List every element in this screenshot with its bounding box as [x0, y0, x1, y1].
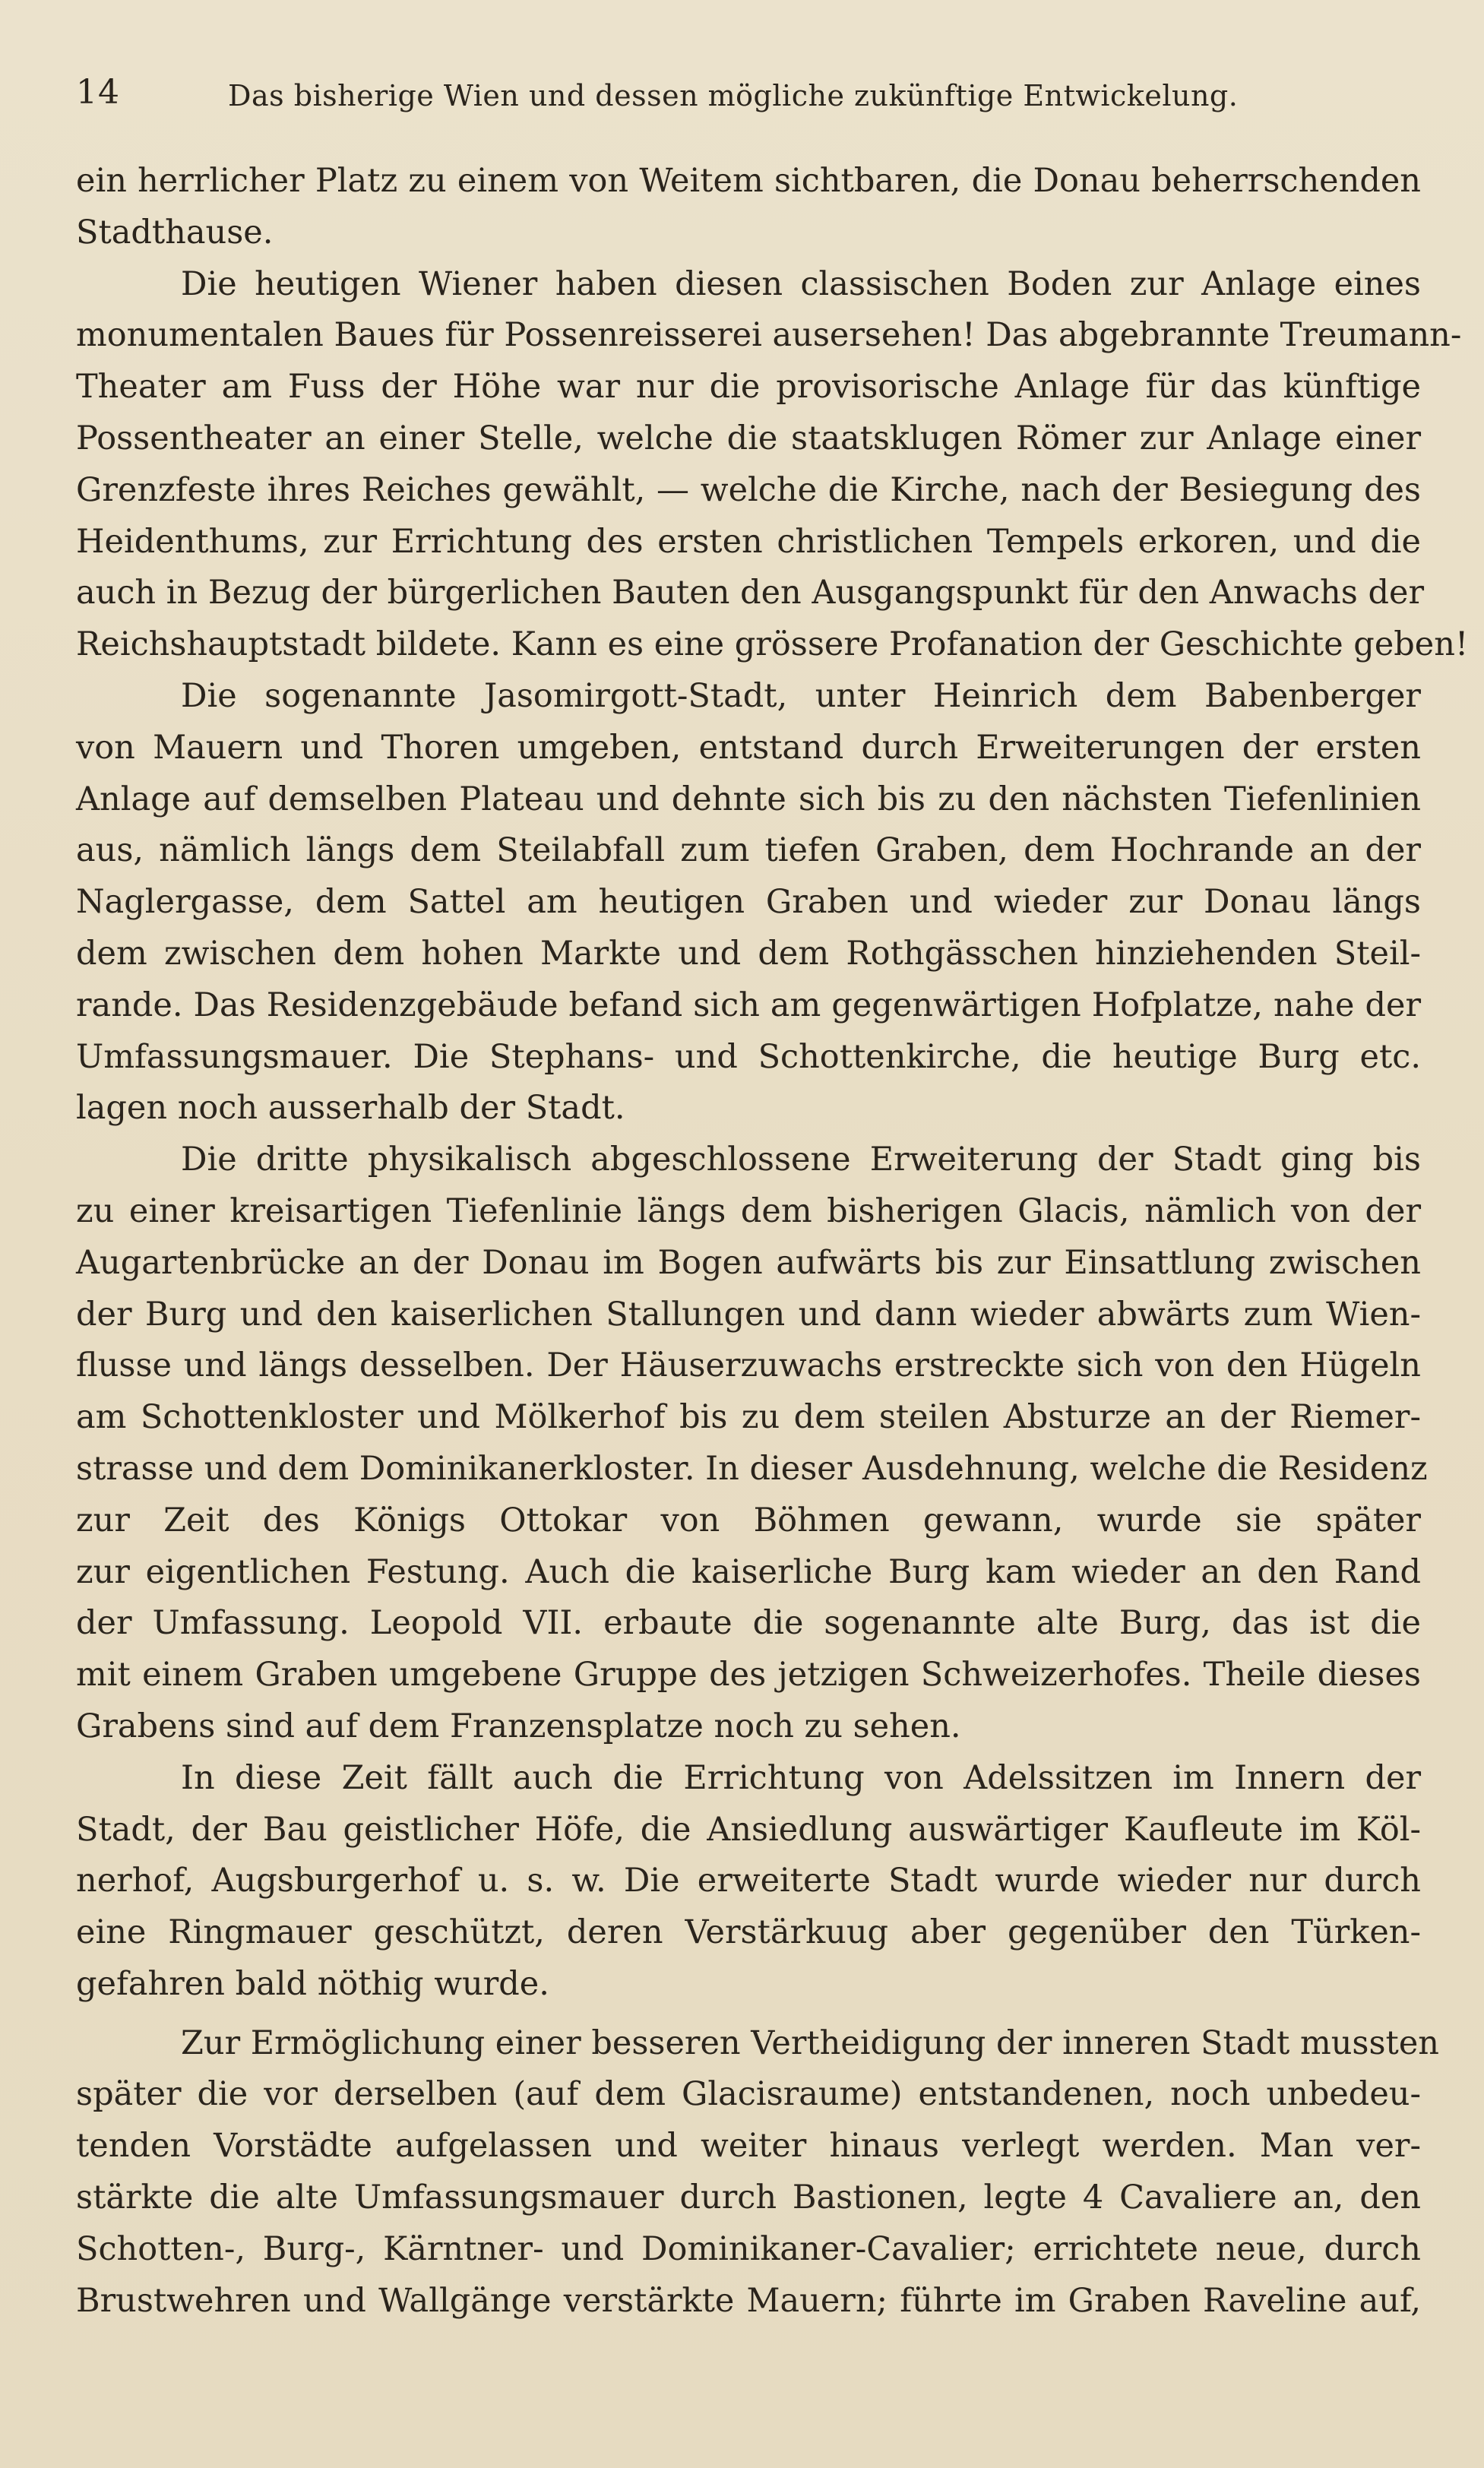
text-line: Naglergasse, dem Sattel am heutigen Graben und wieder zur Donau längs [76, 883, 1421, 922]
text-line: Schotten-, Burg-, Kärntner- und Dominikaner-Cavalier; errichtete neue, durch [76, 2229, 1421, 2268]
paragraph-first-line: Zur Ermöglichung einer besseren Vertheidigung der inneren Stadt mussten [181, 2023, 1439, 2062]
text-line: aus, nämlich längs dem Steilabfall zum tiefen Graben, dem Hochrande an der [76, 831, 1421, 870]
text-line: der Burg und den kaiserlichen Stallungen und dann wieder abwärts zum Wien- [76, 1295, 1421, 1334]
text-line: Possentheater an einer Stelle, welche die staatsklugen Römer zur Anlage einer [76, 419, 1421, 457]
text-line: rande. Das Residenzgebäude befand sich am gegenwärtigen Hofplatze, nahe der [76, 986, 1421, 1024]
text-line: mit einem Graben umgebene Gruppe des jetzigen Schweizerhofes. Theile dieses [76, 1656, 1421, 1694]
text-line: von Mauern und Thoren umgeben, entstand durch Erweiterungen der ersten [76, 728, 1421, 767]
text-line: monumentalen Baues für Possenreisserei ausersehen! Das abgebrannte Treumann- [76, 316, 1462, 355]
text-line: nerhof, Augsburgerhof u. s. w. Die erweiterte Stadt wurde wieder nur durch [76, 1862, 1421, 1900]
paragraph-first-line: Die sogenannte Jasomirgott-Stadt, unter Heinrich dem Babenberger [181, 676, 1421, 715]
text-line: Augartenbrücke an der Donau im Bogen aufwärts bis zur Einsattlung zwischen [76, 1243, 1421, 1282]
text-line: flusse und längs desselben. Der Häuserzuwachs erstreckte sich von den Hügeln [76, 1346, 1421, 1385]
text-line: eine Ringmauer geschützt, deren Verstärkuug aber gegenüber den Türken- [76, 1913, 1421, 1952]
body-text [76, 156, 1469, 2327]
text-line: lagen noch ausserhalb der Stadt. [76, 1089, 625, 1128]
text-line: zur Zeit des Königs Ottokar von Böhmen gewann, wurde sie später [76, 1501, 1421, 1539]
page-number: 14 [76, 73, 120, 112]
text-line: stärkte die alte Umfassungsmauer durch Bastionen, legte 4 Cavaliere an, den [76, 2178, 1421, 2217]
text-line: ein herrlicher Platz zu einem von Weitem sichtbaren, die Donau beherrschenden [76, 162, 1421, 200]
text-line: auch in Bezug der bürgerlichen Bauten den Ausgangspunkt für den Anwachs der [76, 574, 1425, 612]
text-line: Brustwehren und Wallgänge verstärkte Mauern; führte im Graben Raveline auf, [76, 2281, 1421, 2320]
text-line: gefahren bald nöthig wurde. [76, 1964, 549, 2003]
text-line: Umfassungsmauer. Die Stephans- und Schottenkirche, die heutige Burg etc. [76, 1037, 1421, 1076]
text-line: zu einer kreisartigen Tiefenlinie längs dem bisherigen Glacis, nämlich von der [76, 1191, 1421, 1230]
text-line: später die vor derselben (auf dem Glacisraume) entstandenen, noch unbedeu- [76, 2075, 1421, 2114]
text-line: Heidenthums, zur Errichtung des ersten christlichen Tempels erkoren, und die [76, 522, 1421, 561]
text-line: tenden Vorstädte aufgelassen und weiter hinaus verlegt werden. Man ver- [76, 2127, 1421, 2166]
running-head-title: Das bisherige Wien und dessen mögliche zukünftige Entwickelung. [228, 79, 1239, 112]
text-line: strasse und dem Dominikanerkloster. In dieser Ausdehnung, welche die Residenz [76, 1449, 1428, 1488]
paragraph-first-line: Die heutigen Wiener haben diesen classischen Boden zur Anlage eines [181, 264, 1421, 303]
text-line: Stadthause. [76, 213, 274, 252]
text-line: Grenzfeste ihres Reiches gewählt, — welche die Kirche, nach der Besiegung des [76, 470, 1421, 509]
text-line: Reichshauptstadt bildete. Kann es eine grössere Profanation der Geschichte geben! [76, 625, 1469, 664]
text-line: Grabens sind auf dem Franzensplatze noch zu sehen. [76, 1707, 961, 1745]
running-head [76, 70, 1398, 115]
paragraph-first-line: In diese Zeit fällt auch die Errichtung von Adelssitzen im Innern der [181, 1758, 1421, 1797]
paragraph-first-line: Die dritte physikalisch abgeschlossene Erweiterung der Stadt ging bis [181, 1141, 1421, 1179]
text-line: am Schottenkloster und Mölkerhof bis zu dem steilen Absturze an der Riemer- [76, 1398, 1421, 1437]
text-line: Theater am Fuss der Höhe war nur die provisorische Anlage für das künftige [76, 368, 1421, 407]
text-line: Anlage auf demselben Plateau und dehnte sich bis zu den nächsten Tiefenlinien [76, 780, 1421, 818]
text-line: dem zwischen dem hohen Markte und dem Rothgässchen hinziehenden Steil- [76, 934, 1421, 973]
text-line: der Umfassung. Leopold VII. erbaute die sogenannte alte Burg, das ist die [76, 1604, 1421, 1643]
text-line: zur eigentlichen Festung. Auch die kaiserliche Burg kam wieder an den Rand [76, 1552, 1421, 1591]
text-line: Stadt, der Bau geistlicher Höfe, die Ansiedlung auswärtiger Kaufleute im Köl- [76, 1810, 1421, 1849]
